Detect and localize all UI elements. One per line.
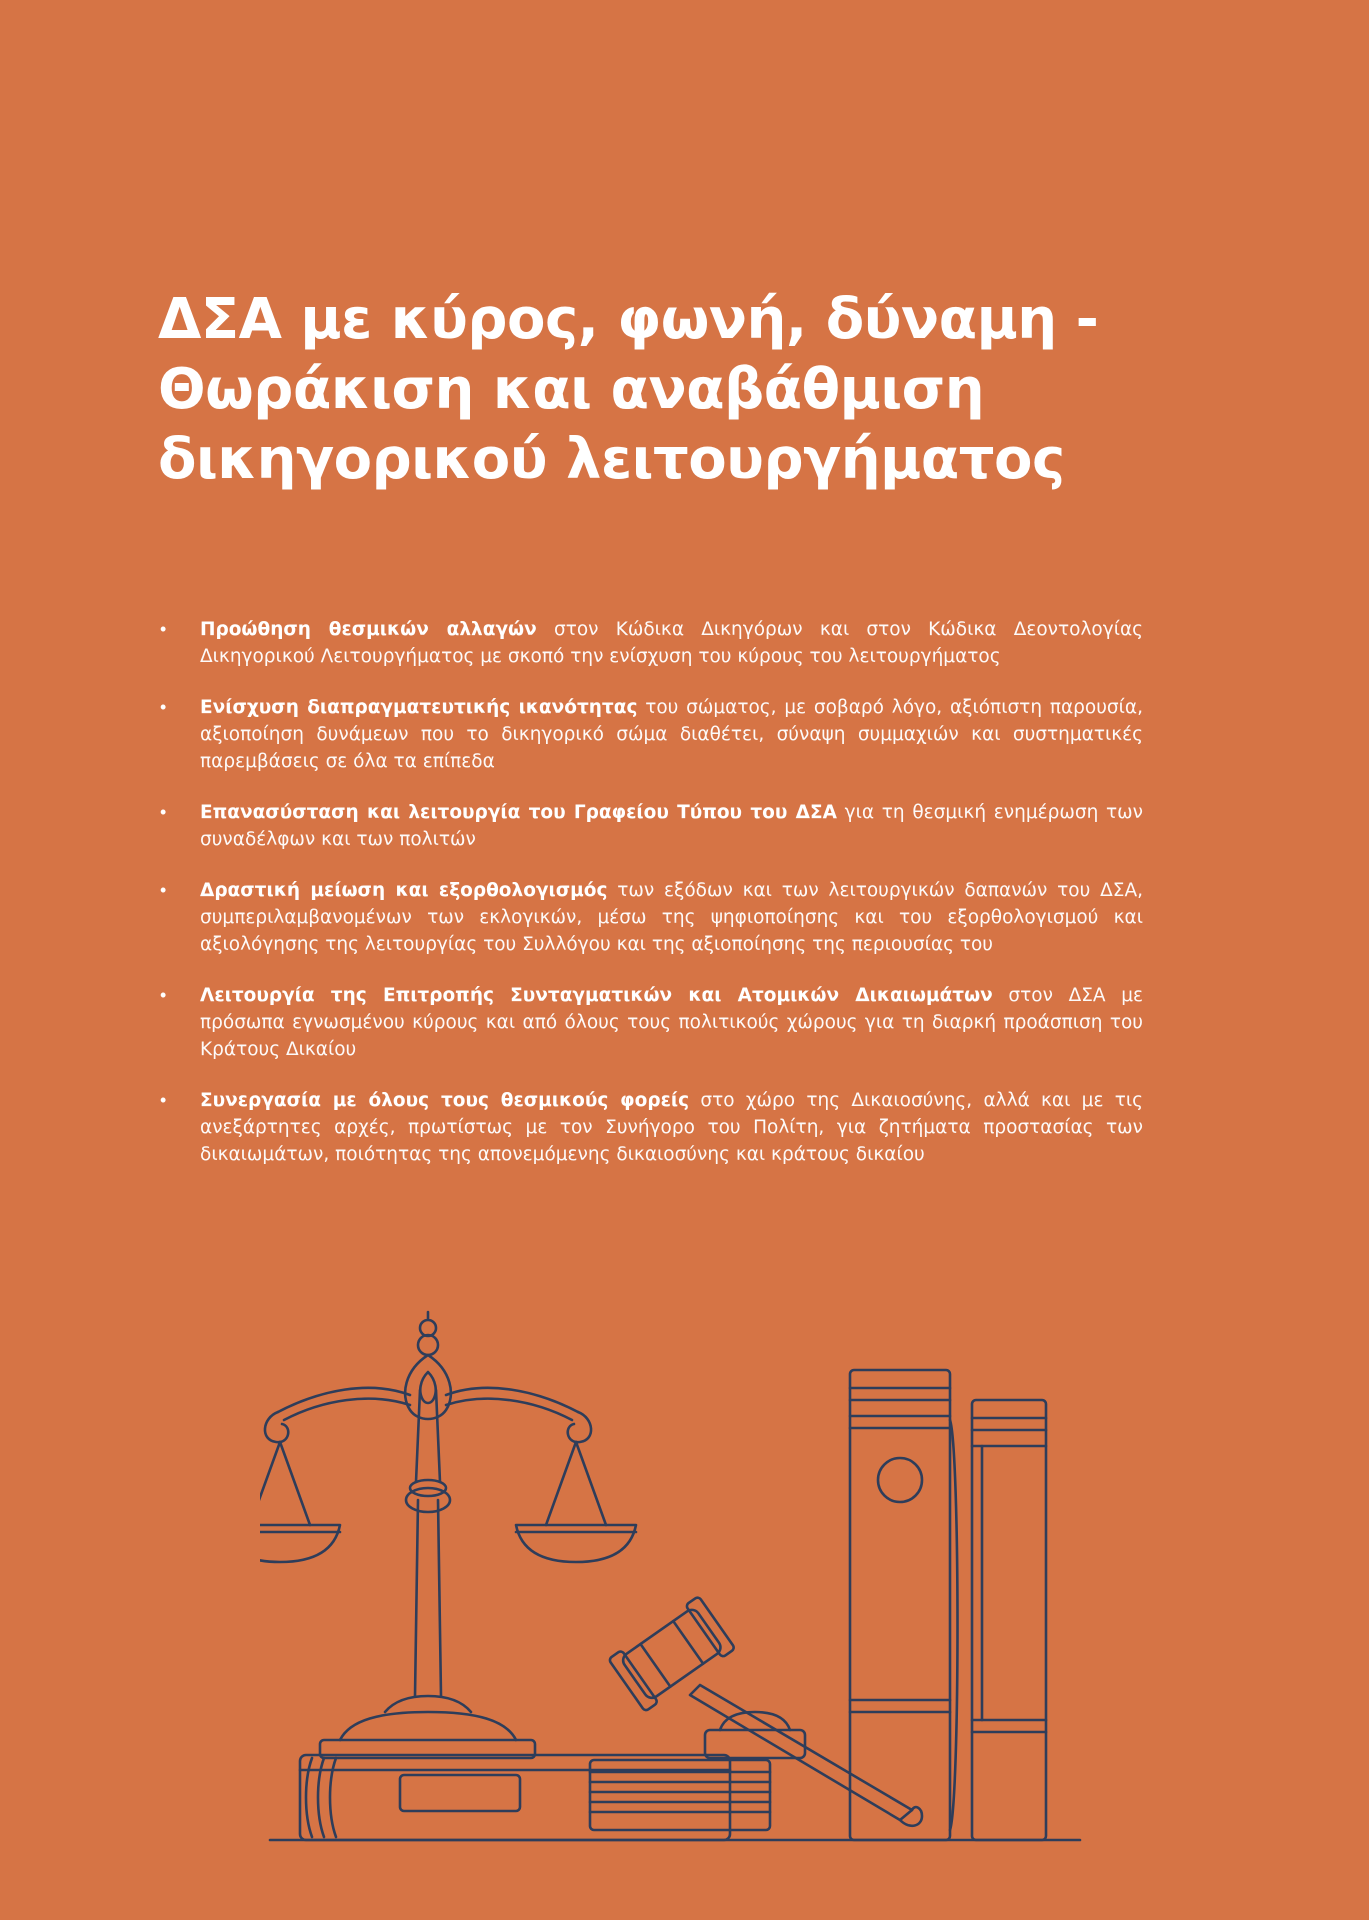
bullet-text: στο χώρο της Δικαιοσύνης, αλλά και με τις ανεξάρτητες αρχές, πρωτίστως με τον Συνήγορο του Πολίτη, για ζητήματα προστασίας των δικαιωμάτων, ποιότητας της απονεμόμενης δικαιοσύνης και κράτους δικαίου bbox=[200, 1090, 1143, 1165]
bullet-list bbox=[160, 616, 1143, 1192]
bullet-text: του σώματος, με σοβαρό λόγο, αξιόπιστη παρουσία, αξιοποίηση δυνάμεων που το δικηγορικό σώμα διαθέτει, σύναψη συμμαχιών και συστηματικές παρεμβάσεις σε όλα τα επίπεδα bbox=[200, 697, 1143, 772]
bullet-bold-text: Ενίσχυση διαπραγματευτικής ικανότητας bbox=[200, 697, 638, 718]
bullet-text: για τη θεσμική ενημέρωση των συναδέλφων και των πολιτών bbox=[200, 802, 1143, 850]
bullet-text: των εξόδων και των λειτουργικών δαπανών του ΔΣΑ, συμπεριλαμβανομένων των εκλογικών, μέσω της ψηφιοποίησης και του εξορθολογισμού και αξιολόγησης της λειτουργίας του Συλλόγου και της αξιοποίησης της περιουσίας του bbox=[200, 880, 1143, 955]
bullet-item bbox=[160, 799, 1143, 853]
bullet-bold-text: Λειτουργία της Επιτροπής Συνταγματικών και Ατομικών Δικαιωμάτων bbox=[200, 985, 993, 1006]
bullet-item bbox=[160, 694, 1143, 775]
bullet-bold-text: Προώθηση θεσμικών αλλαγών bbox=[200, 619, 537, 640]
bullet-bold-text: Δραστική μείωση και εξορθολογισμός bbox=[200, 880, 608, 901]
bullet-item bbox=[160, 1087, 1143, 1168]
bullet-text: στον Κώδικα Δικηγόρων και στον Κώδικα Δεοντολογίας Δικηγορικού Λειτουργήματος με σκοπό την ενίσχυση του κύρους του λειτουργήματος bbox=[200, 619, 1144, 667]
bullet-item bbox=[160, 877, 1143, 958]
bullet-bold-text: Επανασύσταση και λειτουργία του Γραφείου Τύπου του ΔΣΑ bbox=[200, 802, 837, 823]
bullet-item bbox=[160, 616, 1143, 670]
bullet-item bbox=[160, 982, 1143, 1063]
bullet-text: στον ΔΣΑ με πρόσωπα εγνωσμένου κύρους και από όλους τους πολιτικούς χώρους για τη διαρκή προάσπιση του Κράτους Δικαίου bbox=[200, 985, 1143, 1060]
bullet-bold-text: Συνεργασία με όλους τους θεσμικούς φορείς bbox=[200, 1090, 690, 1111]
justice-scales-gavel-books-icon bbox=[260, 1300, 1090, 1860]
page-title bbox=[158, 285, 1238, 495]
title-line-3: δικηγορικού λειτουργήματος bbox=[158, 427, 1065, 492]
title-line-2: Θωράκιση και αναβάθμιση bbox=[158, 357, 985, 422]
title-line-1: ΔΣΑ με κύρος, φωνή, δύναμη - bbox=[158, 287, 1099, 352]
